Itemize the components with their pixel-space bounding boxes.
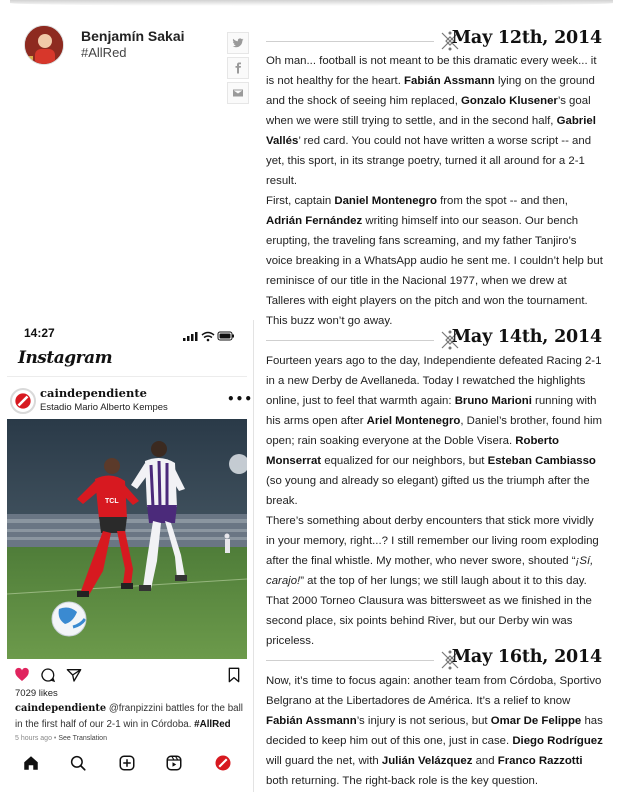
text-run: and [472,755,498,767]
home-icon [22,754,40,772]
comment-icon [40,667,56,683]
text-run: has decided to keep him out of this one, just in case. [266,715,603,747]
caption-text: @franpizzini battles for the ball in the first half of our 2-1 win in Córdoba. [15,703,243,730]
tab-home[interactable] [22,754,40,772]
email-share-button[interactable] [227,82,249,104]
entry-date: May 16th, 2014 [451,647,602,667]
player-name: Esteban Cambiasso [487,455,596,467]
entry-paragraph [266,511,604,651]
share-post-button[interactable] [66,667,82,683]
text-run: First, captain [266,195,335,207]
comment-button[interactable] [40,667,56,683]
text-run: (so young and already so elegant) gifted us the triumph after the break. [266,475,590,507]
text-run: ’ red card. You could not have written a worse script -- and yet, this sport, in its strange poetry, turned it all around for a 2-1 result. [266,135,592,187]
post-meta: 5 hours ago • See Translation [15,735,107,742]
status-bar-time: 14:27 [24,326,55,340]
text-run: from the spot -- and then, [436,195,568,207]
author-block [24,25,244,67]
post-location[interactable]: Estadio Mario Alberto Kempes [40,402,168,413]
soccer-ball [52,602,86,636]
club-crest-icon [14,392,32,410]
profile-crest-icon [214,754,232,772]
twitter-share-button[interactable] [227,32,249,54]
text-run: will guard the net, with [266,755,382,767]
instagram-logo: Instagram [18,348,113,368]
player-name: Roberto Monserrat [266,435,559,467]
header-rule [266,660,434,661]
twitter-icon [232,37,244,49]
text-run: writing himself into our season. Our bench erupting, the traveling fans screaming, and my father Tanjiro’s voice breaking in a WhatsApp audio he sent me. I couldn’t help but reminisce of our title in the Nacional 1977, when we drew at Talleres with eight players on the pitch and won the tournament. This buzz won’t go away. [266,215,603,327]
post-image[interactable] [7,419,247,659]
entry-date: May 12th, 2014 [451,28,602,48]
player-name: Omar De Felippe [490,715,582,727]
header-separator [7,376,247,377]
entry-header [266,649,602,671]
caption-hashtag[interactable]: #AllRed [194,719,231,730]
reels-icon [165,754,183,772]
text-run: ” at the top of her lungs; we still laugh about it to this day. That 2000 Torneo Clausura was bittersweet as we finished in the second place, six points behind River, but our Derby win was priceless. [266,575,592,647]
background-player [225,534,231,554]
jersey-sponsor: TCL [105,498,119,505]
text-run: ’s goal when we were still trying to settle, and in the second half, [266,95,591,127]
club-avatar[interactable] [10,388,36,414]
status-bar-icons [183,327,235,339]
entry-date: May 14th, 2014 [451,327,602,347]
post-username[interactable]: caindependiente [40,386,147,400]
caption-username[interactable]: caindependiente [15,703,107,714]
mail-icon [232,87,244,99]
add-post-icon [118,754,136,772]
column-divider [253,320,254,792]
facebook-icon [232,62,244,74]
heart-icon [14,667,30,683]
text-run: both returning. The right-back role is the key question. [266,775,539,787]
post-actions [14,667,242,683]
author-hashtag[interactable]: #AllRed [81,45,127,60]
post-time-ago: 5 hours ago [15,735,52,742]
player-name: Julián Velázquez [381,755,473,767]
player-name: Fabián Assmann [266,715,357,727]
signal-icon [183,332,198,341]
author-name[interactable]: Benjamín Sakai [81,28,185,44]
player-name: Gonzalo Klusener [461,95,558,107]
tab-profile[interactable] [214,754,232,772]
share-buttons [227,32,249,107]
tab-new-post[interactable] [118,754,136,772]
entry-header [266,30,602,52]
see-translation-link[interactable]: See Translation [58,735,107,742]
text-run: Fourteen years ago to the day, Independiente defeated Racing 2-1 in a new Derby de Avellaneda. Today I rewatched the highlights online, just to feel that warmth again: [266,355,602,407]
entry-paragraph [266,51,604,191]
post-caption [15,701,245,733]
search-icon [69,754,87,772]
text-run: Now, it’s time to focus again: another team from Córdoba, Sportivo Belgrano at the Libertadores de América. It’s a relief to know [266,675,602,707]
player-name: Daniel Montenegro [334,195,437,207]
author-avatar[interactable] [24,25,64,65]
entry-paragraph [266,671,604,791]
player-name: Franco Razzotti [497,755,583,767]
entry-paragraph [266,191,604,331]
text-run: running with his arms open after [266,395,597,427]
header-rule [266,41,434,42]
entry-header [266,329,602,351]
text-run: equalized for our neighbors, but [321,455,488,467]
text-run: There’s something about derby encounters that stick more vividly in your memory, right...? I still remember our living room exploding after the final whistle. My mother, who never swore, shouted “ [266,515,599,567]
top-shadow [10,0,613,6]
more-options-icon[interactable]: ••• [227,392,254,406]
header-rule [266,340,434,341]
wifi-icon [202,333,214,338]
player-name: Ariel Montenegro [366,415,461,427]
quoted-exclamation: ¡Sí, carajo! [266,555,594,587]
text-run: Oh man... football is not meant to be this dramatic every week... it is not healthy for the heart. [266,55,597,87]
like-button[interactable] [14,667,30,683]
save-button[interactable] [226,667,242,683]
player-name: Bruno Marioni [454,395,532,407]
tab-search[interactable] [69,754,87,772]
send-icon [66,667,82,683]
player-name: Gabriel Vallés [266,115,596,147]
text-run: ’s injury is not serious, but [356,715,491,727]
text-run: , Daniel’s brother, found him open; rain soaking everyone at the Doble Visera. [266,415,602,447]
instagram-post-embed [7,320,254,790]
facebook-share-button[interactable] [227,57,249,79]
bottom-tab-bar [7,752,247,778]
player-name: Adrián Fernández [266,215,363,227]
tab-reels[interactable] [165,754,183,772]
battery-icon [218,332,234,340]
player-name: Fabián Assmann [404,75,495,87]
text-run: lying on the ground and the shock of seeing him replaced, [266,75,595,107]
likes-count[interactable]: 7029 likes [15,688,58,699]
entry-paragraph [266,351,604,511]
player-name: Diego Rodríguez [512,735,603,747]
bookmark-icon [226,667,242,683]
